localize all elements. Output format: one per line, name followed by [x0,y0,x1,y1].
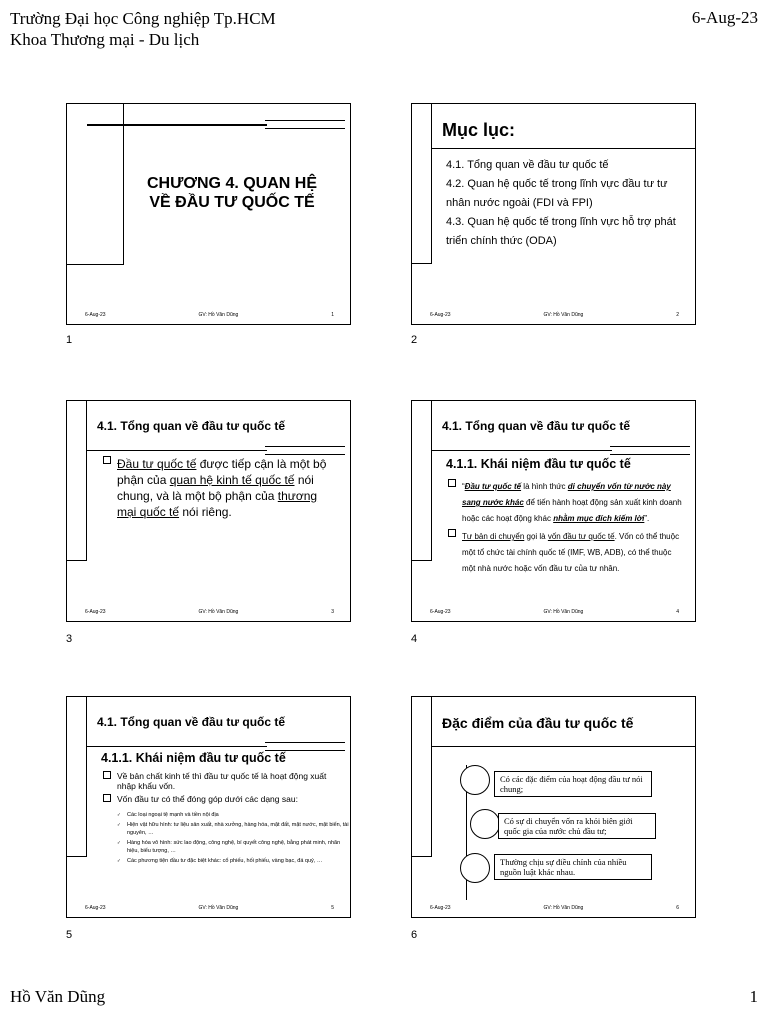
slide-title: 4.1. Tổng quan về đầu tư quốc tế [442,419,631,433]
feature-box: Thường chịu sự điều chỉnh của nhiều nguồn luật khác nhau. [494,854,652,880]
slide-title: 4.1. Tổng quan về đầu tư quốc tế [97,419,286,433]
list-item: Tư bản di chuyển gọi là vốn đầu tư quốc tế. Vốn có thể thuộc một tổ chức tài chính quốc tế (IMF, WB, ADB), có thể thuộc một nhà nước hoặc vốn đầu tư của tư nhân. [448,529,683,577]
list-item: Về bản chất kinh tế thì đầu tư quốc tế là hoạt động xuất nhập khẩu vốn. [103,771,343,791]
page-number: 1 [749,987,758,1006]
list-item: ✓ Các phương tiện đầu tư đặc biệt khác: cổ phiếu, hối phiếu, vàng bạc, đá quý, … [117,857,351,865]
slide-label: 1 [66,334,73,346]
slide-3 [66,400,351,622]
list-item: 4.3. Quan hệ quốc tế trong lĩnh vực hỗ trợ phát triển chính thức (ODA) [446,216,676,247]
feature-box: Có các đặc điểm của hoạt động đầu tư nói chung; [494,771,652,797]
list-item: Vốn đầu tư có thể đóng góp dưới các dạng sau: [103,794,343,804]
slide-footer: 6-Aug-23 GV: Hồ Văn Dũng 2 [430,312,679,318]
slide-title: CHƯƠNG 4. QUAN HỆ VỀ ĐẦU TƯ QUỐC TẾ [146,175,318,211]
slide-4 [411,400,696,622]
slide-footer: 6-Aug-23 GV: Hồ Văn Dũng 5 [85,905,334,911]
header-date: 6-Aug-23 [691,8,758,27]
author-name: Hồ Văn Dũng [10,987,106,1006]
circle-marker [460,765,490,795]
list-item: 4.1. Tổng quan về đầu tư quốc tế [446,159,609,171]
slide-subtitle: 4.1.1. Khái niệm đầu tư quốc tế [101,751,286,765]
slide-title: 4.1. Tổng quan về đầu tư quốc tế [97,715,286,729]
slide-footer: 6-Aug-23 GV: Hồ Văn Dũng 6 [430,905,679,911]
slide-label: 3 [66,633,73,645]
list-item: Đầu tư quốc tế được tiếp cận là một bộ phận của quan hệ kinh tế quốc tế nói chung, và là một bộ phận của thương mại quốc tế nói riêng. [103,456,338,520]
circle-marker [460,853,490,883]
slide-footer: 6-Aug-23 GV: Hồ Văn Dũng 4 [430,609,679,615]
slide-1 [66,103,351,325]
school-name: Trường Đại học Công nghiệp Tp.HCM [10,9,276,28]
list-item: ✓ Hiện vật hữu hình: tư liệu sản xuất, nhà xưởng, hàng hóa, mặt đất, mặt nước, mặt biển, tài nguyên, … [117,821,351,837]
slide-label: 6 [411,929,418,941]
list-item: 4.2. Quan hệ quốc tế trong lĩnh vực đầu tư tư nhân nước ngoài (FDI và FPI) [446,178,668,209]
slide-label: 4 [411,633,418,645]
slide-5 [66,696,351,918]
toc-list [446,156,686,251]
slide-label: 5 [66,929,73,941]
feature-box: Có sự di chuyển vốn ra khỏi biên giới quốc gia của nước chủ đầu tư; [498,813,656,839]
slide-subtitle: 4.1.1. Khái niệm đầu tư quốc tế [446,457,631,471]
list-item: ✓ Các loại ngoại tệ mạnh và tiền nội địa [117,811,351,819]
slide-label: 2 [411,334,418,346]
list-item: “Đầu tư quốc tế là hình thức di chuyển vốn từ nước này sang nước khác để tiến hành hoạt động sản xuất kinh doanh hoặc các hoạt động khác nhằm mục đích kiếm lời”. [448,479,683,527]
slide-2 [411,103,696,325]
page-header [10,8,276,50]
slide-title: Đặc điểm của đầu tư quốc tế [442,715,634,731]
list-item: ✓ Hàng hóa vô hình: sức lao động, công nghệ, bí quyết công nghệ, bằng phát minh, nhãn hiệu, biểu tượng, … [117,839,351,855]
slide-footer: 6-Aug-23 GV: Hồ Văn Dũng 3 [85,609,334,615]
circle-marker [470,809,500,839]
slide-footer: 6-Aug-23 GV: Hồ Văn Dũng 1 [85,312,334,318]
slide-6 [411,696,696,918]
slide-title: Mục lục: [442,120,516,140]
faculty-name: Khoa Thương mại - Du lịch [10,30,200,49]
